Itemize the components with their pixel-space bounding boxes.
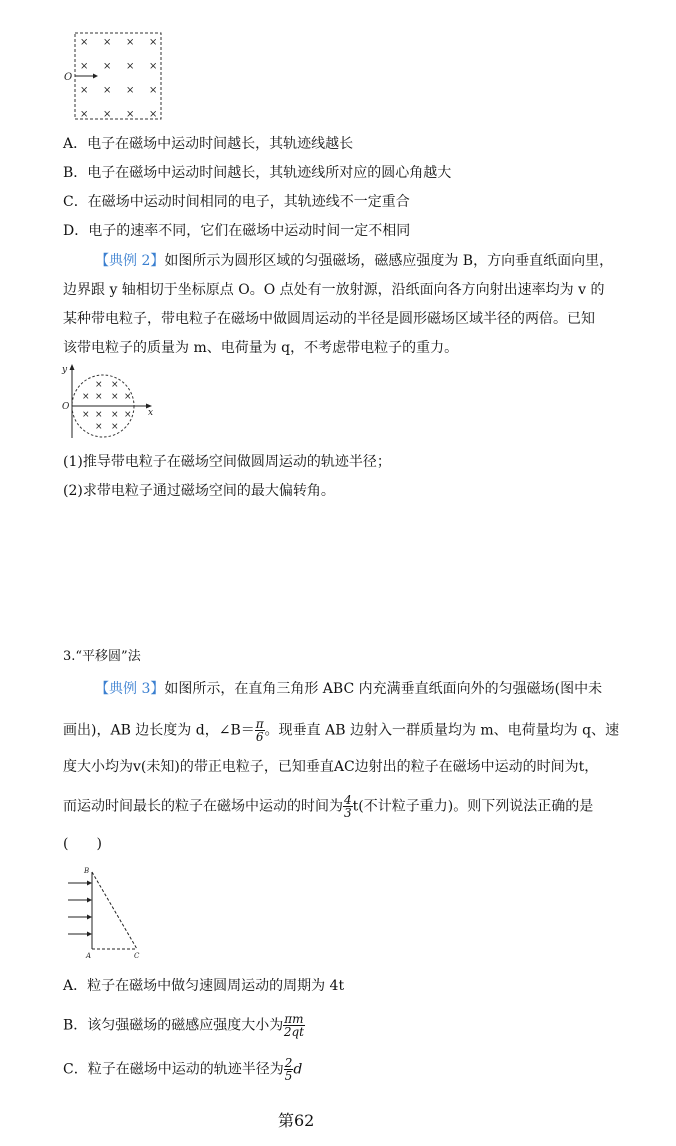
particle-arrows	[68, 883, 88, 934]
svg-text:×: ×	[111, 380, 119, 390]
x-axis-label: x	[148, 408, 154, 418]
vertex-a-label: A	[86, 952, 92, 960]
y-axis-label: y	[62, 365, 68, 375]
triangle-field-figure	[60, 862, 150, 962]
svg-text:×: ×	[149, 109, 158, 120]
example2-line3: 某种带电粒子，带电粒子在磁场中做圆周运动的半径是圆形磁场区域半径的两倍。已知	[63, 311, 595, 327]
svg-text:×: ×	[80, 85, 89, 96]
svg-text:×: ×	[124, 392, 132, 402]
example2-line4: 该带电粒子的质量为 m、电荷量为 q，不考虑带电粒子的重力。	[63, 340, 459, 356]
field-marks	[80, 37, 157, 120]
svg-text:×: ×	[149, 61, 158, 72]
svg-text:×: ×	[126, 37, 135, 48]
option-d: D．电子的速率不同，它们在磁场中运动时间一定不相同	[63, 223, 411, 239]
option-a: A．电子在磁场中运动时间越长，其轨迹线越长	[63, 136, 354, 152]
svg-text:×: ×	[126, 109, 135, 120]
square-field-figure	[60, 28, 170, 124]
example3-line1: 【典例 3】如图所示，在直角三角形 ABC 内充满垂直纸面向外的匀强磁场(图中未	[95, 681, 603, 697]
svg-text:×: ×	[80, 61, 89, 72]
origin-label: O	[62, 402, 70, 412]
sub-question-1: (1)推导带电粒子在磁场空间做圆周运动的轨迹半径；	[63, 454, 391, 470]
side-bc	[92, 872, 137, 949]
svg-text:×: ×	[82, 392, 90, 402]
svg-text:×: ×	[126, 85, 135, 96]
svg-text:×: ×	[103, 85, 112, 96]
example3-tag: 【典例 3】	[95, 681, 165, 697]
answer-paren: ( )	[63, 836, 102, 852]
svg-text:×: ×	[95, 410, 103, 420]
ex3-option-a: A．粒子在磁场中做匀速圆周运动的周期为 4t	[63, 978, 345, 994]
svg-text:×: ×	[149, 37, 158, 48]
example3-line2: 画出)，AB 边长度为 d，∠B＝ $\frac{\pi}{6}$ 。现垂直 AB 边射入一群质量均为 m、电荷量均为 q、速	[63, 717, 620, 744]
radius-fraction: $\frac{2}{5}$	[284, 1056, 293, 1083]
svg-text:×: ×	[126, 61, 135, 72]
svg-text:×: ×	[103, 61, 112, 72]
field-strength-fraction: $\frac{\pi m}{2qt}$	[283, 1012, 304, 1039]
svg-text:×: ×	[103, 37, 112, 48]
ex3-option-b: B．该匀强磁场的磁感应强度大小为 $\frac{\pi m}{2qt}$	[63, 1012, 304, 1039]
example2-line2: 边界跟 y 轴相切于坐标原点 O。O 点处有一放射源，沿纸面向各方向射出速率均为 v 的	[63, 282, 605, 298]
cross-mark: ×	[80, 37, 89, 48]
example3-line3: 度大小均为v(未知)的带正电粒子，已知垂直AC边射出的粒子在磁场中运动的时间为t，	[63, 759, 599, 775]
section-heading: 3.“平移圆”法	[63, 649, 141, 664]
page-number: 第62	[278, 1111, 315, 1130]
angle-fraction: $\frac{\pi}{6}$	[255, 717, 264, 744]
svg-text:×: ×	[103, 109, 112, 120]
time-fraction: $\frac{4}{3}$	[344, 793, 352, 820]
example2-line1: 【典例 2】如图所示为圆形区域的匀强磁场，磁感应强度为 B，方向垂直纸面向里，	[95, 253, 614, 269]
circle-field-figure	[60, 362, 160, 442]
svg-text:×: ×	[111, 422, 119, 432]
svg-text:×: ×	[95, 392, 103, 402]
ex3-option-c: C．粒子在磁场中运动的轨迹半径为 $\frac{2}{5}$ d	[63, 1056, 303, 1083]
svg-text:×: ×	[111, 392, 119, 402]
vertex-c-label: C	[134, 952, 140, 960]
svg-text:×: ×	[95, 380, 103, 390]
sub-question-2: (2)求带电粒子通过磁场空间的最大偏转角。	[63, 483, 335, 499]
origin-label: O	[64, 72, 73, 83]
svg-text:×: ×	[95, 422, 103, 432]
option-b: B．电子在磁场中运动时间越长，其轨迹线所对应的圆心角越大	[63, 165, 452, 181]
svg-text:×: ×	[111, 410, 119, 420]
example2-tag: 【典例 2】	[95, 253, 165, 269]
vertex-b-label: B	[84, 867, 90, 875]
example3-line4: 而运动时间最长的粒子在磁场中运动的时间为 $\frac{4}{3}$ t(不计粒子重力)。则下列说法正确的是	[63, 793, 594, 820]
svg-text:×: ×	[80, 109, 89, 120]
svg-text:×: ×	[149, 85, 158, 96]
option-c: C．在磁场中运动时间相同的电子，其轨迹线不一定重合	[63, 194, 410, 210]
svg-text:×: ×	[82, 410, 90, 420]
svg-text:×: ×	[124, 410, 132, 420]
